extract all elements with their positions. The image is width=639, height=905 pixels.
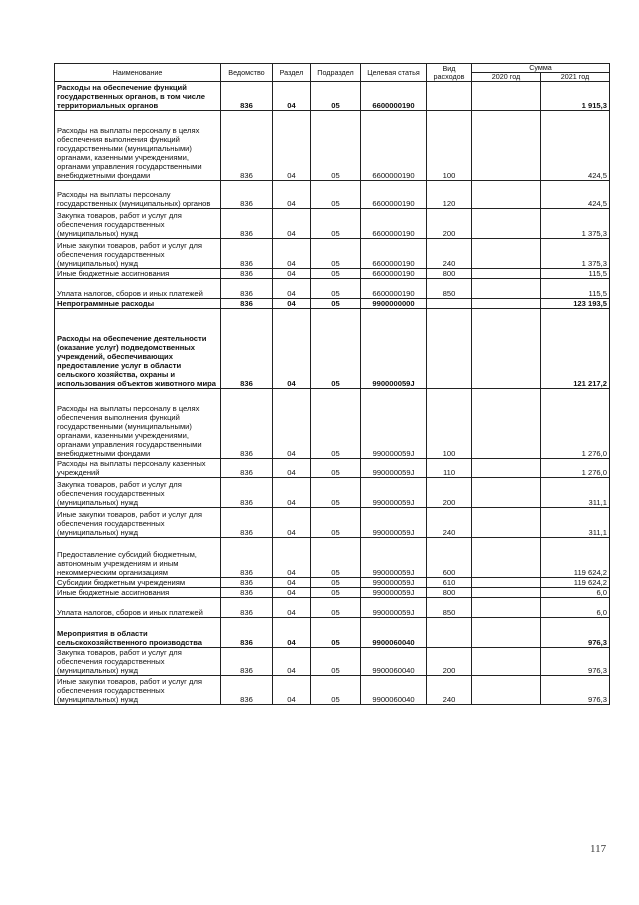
row-amount-2020-cell	[472, 478, 541, 508]
row-section-cell: 04	[273, 618, 311, 648]
row-amount-2020-cell	[472, 82, 541, 111]
row-amount-2021-cell: 1 276,0	[541, 389, 610, 459]
row-dept-cell: 836	[221, 269, 273, 279]
row-dept-cell: 836	[221, 588, 273, 598]
row-name-cell: Закупка товаров, работ и услуг для обеспечения государственных (муниципальных) нужд	[55, 209, 221, 239]
table-row	[55, 299, 610, 309]
row-subsection-cell: 05	[311, 588, 361, 598]
row-type-cell	[427, 309, 472, 389]
row-subsection-cell: 05	[311, 181, 361, 209]
row-amount-2021-cell: 1 276,0	[541, 459, 610, 478]
row-amount-2020-cell	[472, 239, 541, 269]
row-name-cell: Уплата налогов, сборов и иных платежей	[55, 598, 221, 618]
table-row	[55, 209, 610, 239]
table-row	[55, 279, 610, 299]
row-dept-cell: 836	[221, 239, 273, 269]
row-target-cell: 990000059J	[361, 578, 427, 588]
row-subsection-cell: 05	[311, 508, 361, 538]
row-amount-2021-cell: 976,3	[541, 676, 610, 705]
header-type: Вид расходов	[427, 64, 472, 82]
row-target-cell: 6600000190	[361, 239, 427, 269]
row-amount-2021-cell: 976,3	[541, 618, 610, 648]
row-name-cell: Расходы на обеспечение деятельности (оказание услуг) подведомственных учреждений, обеспечивающих предоставление услуг в области сельского хозяйства, охраны и использования объектов животного мира	[55, 309, 221, 389]
header-subsection: Подраздел	[311, 64, 361, 82]
row-amount-2021-cell: 311,1	[541, 508, 610, 538]
row-type-cell: 800	[427, 588, 472, 598]
row-subsection-cell: 05	[311, 478, 361, 508]
row-name-cell: Расходы на выплаты персоналу в целях обеспечения выполнения функций государственными (муниципальными) органами, казенными учреждениями, органами управления государственными внебюджетными фондами	[55, 389, 221, 459]
row-dept-cell: 836	[221, 389, 273, 459]
row-section-cell: 04	[273, 588, 311, 598]
row-target-cell: 9900060040	[361, 648, 427, 676]
row-dept-cell: 836	[221, 299, 273, 309]
row-target-cell: 990000059J	[361, 459, 427, 478]
row-amount-2021-cell: 119 624,2	[541, 578, 610, 588]
row-type-cell: 120	[427, 181, 472, 209]
row-dept-cell: 836	[221, 459, 273, 478]
row-type-cell: 110	[427, 459, 472, 478]
row-target-cell: 9900060040	[361, 618, 427, 648]
row-amount-2021-cell: 1 375,3	[541, 239, 610, 269]
row-type-cell: 800	[427, 269, 472, 279]
row-section-cell: 04	[273, 389, 311, 459]
row-amount-2020-cell	[472, 269, 541, 279]
row-type-cell	[427, 299, 472, 309]
row-name-cell: Закупка товаров, работ и услуг для обеспечения государственных (муниципальных) нужд	[55, 648, 221, 676]
row-section-cell: 04	[273, 269, 311, 279]
table-row	[55, 239, 610, 269]
row-section-cell: 04	[273, 478, 311, 508]
table-row	[55, 598, 610, 618]
row-name-cell: Непрограммные расходы	[55, 299, 221, 309]
row-name-cell: Расходы на выплаты персоналу в целях обеспечения выполнения функций государственными (муниципальными) органами, казенными учреждениями, органами управления государственными внебюджетными фондами	[55, 111, 221, 181]
header-target: Целевая статья	[361, 64, 427, 82]
row-subsection-cell: 05	[311, 82, 361, 111]
budget-table	[54, 63, 610, 705]
table-row	[55, 538, 610, 578]
row-dept-cell: 836	[221, 82, 273, 111]
row-amount-2021-cell: 115,5	[541, 279, 610, 299]
table-row	[55, 111, 610, 181]
row-section-cell: 04	[273, 508, 311, 538]
row-amount-2021-cell: 123 193,5	[541, 299, 610, 309]
header-section: Раздел	[273, 64, 311, 82]
row-target-cell: 6600000190	[361, 279, 427, 299]
row-subsection-cell: 05	[311, 389, 361, 459]
row-amount-2020-cell	[472, 111, 541, 181]
row-amount-2021-cell: 1 915,3	[541, 82, 610, 111]
budget-table-body	[55, 82, 610, 705]
row-section-cell: 04	[273, 309, 311, 389]
row-amount-2021-cell: 121 217,2	[541, 309, 610, 389]
row-name-cell: Мероприятия в области сельскохозяйственного производства	[55, 618, 221, 648]
row-type-cell: 600	[427, 538, 472, 578]
row-section-cell: 04	[273, 209, 311, 239]
table-row	[55, 578, 610, 588]
row-dept-cell: 836	[221, 676, 273, 705]
row-type-cell: 850	[427, 279, 472, 299]
table-row	[55, 478, 610, 508]
row-type-cell: 610	[427, 578, 472, 588]
row-name-cell: Расходы на выплаты персоналу казенных учреждений	[55, 459, 221, 478]
row-type-cell: 200	[427, 209, 472, 239]
row-section-cell: 04	[273, 299, 311, 309]
row-subsection-cell: 05	[311, 269, 361, 279]
row-type-cell	[427, 618, 472, 648]
row-type-cell: 100	[427, 111, 472, 181]
row-name-cell: Субсидии бюджетным учреждениям	[55, 578, 221, 588]
row-amount-2020-cell	[472, 618, 541, 648]
row-subsection-cell: 05	[311, 279, 361, 299]
row-dept-cell: 836	[221, 478, 273, 508]
row-amount-2021-cell: 424,5	[541, 111, 610, 181]
row-amount-2020-cell	[472, 598, 541, 618]
row-amount-2021-cell: 6,0	[541, 598, 610, 618]
row-subsection-cell: 05	[311, 648, 361, 676]
page-number: 117	[590, 843, 607, 855]
row-subsection-cell: 05	[311, 578, 361, 588]
row-target-cell: 6600000190	[361, 111, 427, 181]
row-subsection-cell: 05	[311, 538, 361, 578]
row-amount-2020-cell	[472, 181, 541, 209]
row-type-cell: 240	[427, 676, 472, 705]
row-subsection-cell: 05	[311, 239, 361, 269]
row-target-cell: 9900060040	[361, 676, 427, 705]
row-amount-2020-cell	[472, 588, 541, 598]
row-amount-2020-cell	[472, 459, 541, 478]
row-type-cell: 240	[427, 239, 472, 269]
row-dept-cell: 836	[221, 648, 273, 676]
row-amount-2020-cell	[472, 648, 541, 676]
row-dept-cell: 836	[221, 279, 273, 299]
row-dept-cell: 836	[221, 111, 273, 181]
table-row	[55, 82, 610, 111]
row-target-cell: 990000059J	[361, 538, 427, 578]
table-row	[55, 676, 610, 705]
row-target-cell: 990000059J	[361, 478, 427, 508]
row-section-cell: 04	[273, 111, 311, 181]
row-name-cell: Расходы на выплаты персоналу государственных (муниципальных) органов	[55, 181, 221, 209]
row-subsection-cell: 05	[311, 209, 361, 239]
row-section-cell: 04	[273, 82, 311, 111]
row-target-cell: 6600000190	[361, 181, 427, 209]
row-section-cell: 04	[273, 598, 311, 618]
row-type-cell: 850	[427, 598, 472, 618]
table-row	[55, 459, 610, 478]
row-name-cell: Закупка товаров, работ и услуг для обеспечения государственных (муниципальных) нужд	[55, 478, 221, 508]
table-row	[55, 389, 610, 459]
header-sum: Сумма	[472, 64, 610, 73]
table-row	[55, 269, 610, 279]
row-amount-2020-cell	[472, 279, 541, 299]
row-name-cell: Иные бюджетные ассигнования	[55, 588, 221, 598]
row-subsection-cell: 05	[311, 676, 361, 705]
row-amount-2020-cell	[472, 309, 541, 389]
row-name-cell: Иные бюджетные ассигнования	[55, 269, 221, 279]
row-target-cell: 6600000190	[361, 209, 427, 239]
row-amount-2020-cell	[472, 299, 541, 309]
row-amount-2020-cell	[472, 578, 541, 588]
row-amount-2021-cell: 424,5	[541, 181, 610, 209]
row-name-cell: Иные закупки товаров, работ и услуг для обеспечения государственных (муниципальных) нужд	[55, 239, 221, 269]
row-type-cell: 200	[427, 648, 472, 676]
row-dept-cell: 836	[221, 618, 273, 648]
row-amount-2020-cell	[472, 209, 541, 239]
row-dept-cell: 836	[221, 508, 273, 538]
row-dept-cell: 836	[221, 309, 273, 389]
table-row	[55, 588, 610, 598]
row-type-cell: 100	[427, 389, 472, 459]
row-target-cell: 990000059J	[361, 598, 427, 618]
row-amount-2020-cell	[472, 538, 541, 578]
row-name-cell: Расходы на обеспечение функций государственных органов, в том числе территориальных органов	[55, 82, 221, 111]
table-row	[55, 618, 610, 648]
row-target-cell: 990000059J	[361, 309, 427, 389]
row-subsection-cell: 05	[311, 299, 361, 309]
header-dept: Ведомство	[221, 64, 273, 82]
row-section-cell: 04	[273, 676, 311, 705]
row-section-cell: 04	[273, 538, 311, 578]
row-dept-cell: 836	[221, 578, 273, 588]
row-amount-2021-cell: 115,5	[541, 269, 610, 279]
table-row	[55, 508, 610, 538]
row-target-cell: 990000059J	[361, 508, 427, 538]
row-section-cell: 04	[273, 648, 311, 676]
row-subsection-cell: 05	[311, 598, 361, 618]
row-target-cell: 990000059J	[361, 588, 427, 598]
row-amount-2020-cell	[472, 508, 541, 538]
row-type-cell	[427, 82, 472, 111]
row-section-cell: 04	[273, 239, 311, 269]
row-section-cell: 04	[273, 279, 311, 299]
row-amount-2020-cell	[472, 389, 541, 459]
row-subsection-cell: 05	[311, 111, 361, 181]
header-name: Наименование	[55, 64, 221, 82]
header-year-2021: 2021 год	[541, 73, 610, 82]
row-amount-2021-cell: 1 375,3	[541, 209, 610, 239]
row-name-cell: Иные закупки товаров, работ и услуг для обеспечения государственных (муниципальных) нужд	[55, 676, 221, 705]
row-target-cell: 990000059J	[361, 389, 427, 459]
table-row	[55, 648, 610, 676]
row-target-cell: 9900000000	[361, 299, 427, 309]
row-amount-2021-cell: 119 624,2	[541, 538, 610, 578]
row-amount-2021-cell: 311,1	[541, 478, 610, 508]
row-type-cell: 200	[427, 478, 472, 508]
table-row	[55, 309, 610, 389]
row-section-cell: 04	[273, 459, 311, 478]
row-amount-2021-cell: 6,0	[541, 588, 610, 598]
row-name-cell: Иные закупки товаров, работ и услуг для обеспечения государственных (муниципальных) нужд	[55, 508, 221, 538]
table-row	[55, 181, 610, 209]
row-dept-cell: 836	[221, 538, 273, 578]
row-amount-2020-cell	[472, 676, 541, 705]
header-year-2020: 2020 год	[472, 73, 541, 82]
row-subsection-cell: 05	[311, 309, 361, 389]
row-name-cell: Предоставление субсидий бюджетным, автономным учреждениям и иным некоммерческим организациям	[55, 538, 221, 578]
row-target-cell: 6600000190	[361, 82, 427, 111]
row-dept-cell: 836	[221, 181, 273, 209]
row-subsection-cell: 05	[311, 459, 361, 478]
row-name-cell: Уплата налогов, сборов и иных платежей	[55, 279, 221, 299]
row-amount-2021-cell: 976,3	[541, 648, 610, 676]
row-section-cell: 04	[273, 578, 311, 588]
row-subsection-cell: 05	[311, 618, 361, 648]
row-dept-cell: 836	[221, 598, 273, 618]
row-target-cell: 6600000190	[361, 269, 427, 279]
row-dept-cell: 836	[221, 209, 273, 239]
row-type-cell: 240	[427, 508, 472, 538]
row-section-cell: 04	[273, 181, 311, 209]
